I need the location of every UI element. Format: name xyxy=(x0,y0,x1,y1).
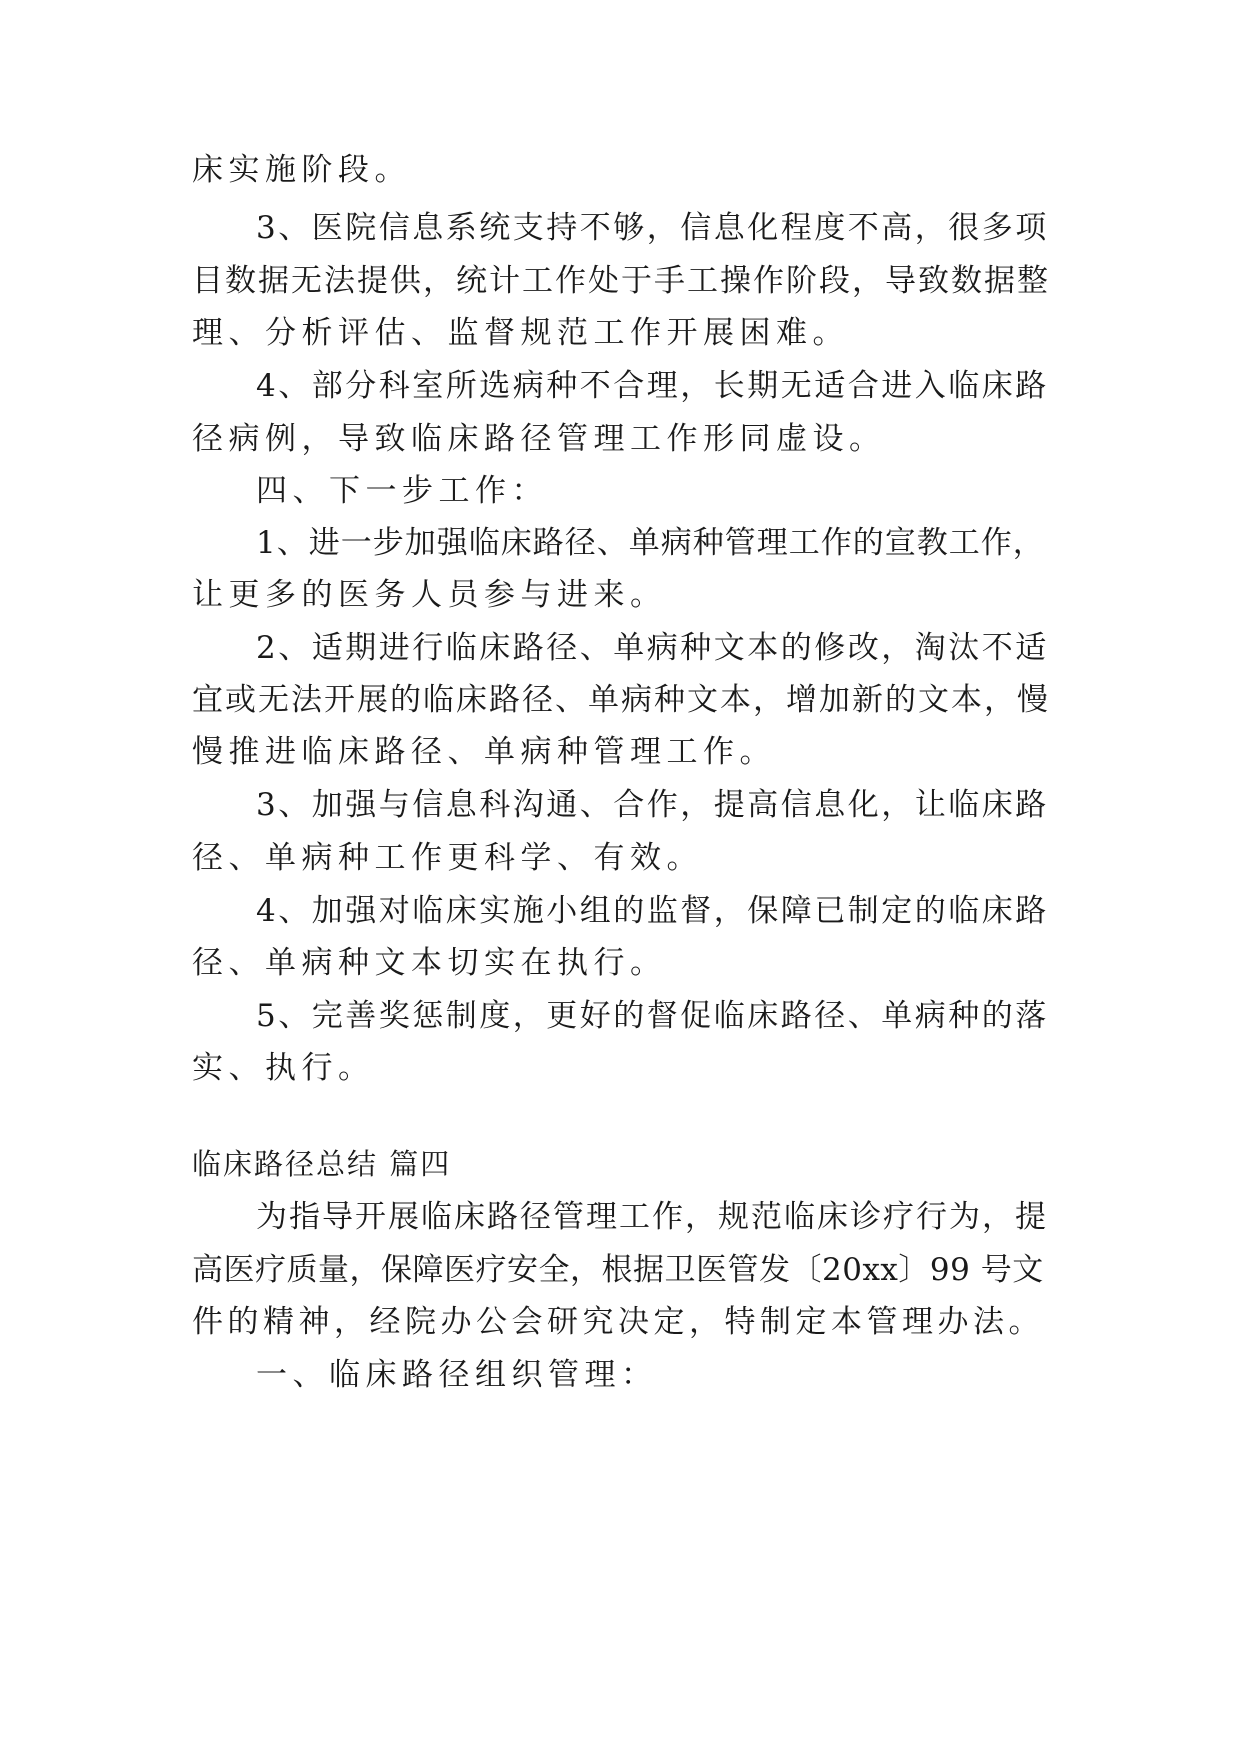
text-line: 4、加强对临床实施小组的监督，保障已制定的临床路 xyxy=(256,893,1049,929)
section-heading: 四、下一步工作： xyxy=(256,473,548,509)
text-line: 高医疗质量，保障医疗安全，根据卫医管发〔20xx〕99 号文 xyxy=(192,1252,1044,1288)
text-line: 宜或无法开展的临床路径、单病种文本，增加新的文本，慢 xyxy=(192,682,1050,718)
text-line: 让更多的医务人员参与进来。 xyxy=(192,577,667,613)
text-line: 径、单病种文本切实在执行。 xyxy=(192,945,667,981)
text-line: 床实施阶段。 xyxy=(192,152,411,188)
text-line: 慢推进临床路径、单病种管理工作。 xyxy=(192,734,776,770)
text-line: 5、完善奖惩制度，更好的督促临床路径、单病种的落 xyxy=(256,998,1049,1034)
text-line: 为指导开展临床路径管理工作，规范临床诊疗行为，提 xyxy=(256,1199,1048,1235)
article-title: 临床路径总结 篇四 xyxy=(192,1147,452,1181)
text-line: 1、进一步加强临床路径、单病种管理工作的宣教工作， xyxy=(256,525,1045,561)
text-line: 2、适期进行临床路径、单病种文本的修改，淘汰不适 xyxy=(256,630,1049,666)
text-line: 实、执行。 xyxy=(192,1050,375,1086)
text-line: 目数据无法提供，统计工作处于手工操作阶段，导致数据整 xyxy=(192,263,1050,299)
text-line: 4、部分科室所选病种不合理，长期无适合进入临床路 xyxy=(256,368,1049,404)
text-line: 3、医院信息系统支持不够，信息化程度不高，很多项 xyxy=(256,210,1049,246)
text-line: 径、单病种工作更科学、有效。 xyxy=(192,840,703,876)
text-line: 径病例，导致临床路径管理工作形同虚设。 xyxy=(192,421,886,457)
text-line: 件的精神，经院办公会研究决定，特制定本管理办法。 xyxy=(192,1304,1044,1340)
text-line: 3、加强与信息科沟通、合作，提高信息化，让临床路 xyxy=(256,787,1049,823)
text-line: 理、分析评估、监督规范工作开展困难。 xyxy=(192,315,849,351)
section-heading: 一、临床路径组织管理： xyxy=(256,1357,658,1393)
